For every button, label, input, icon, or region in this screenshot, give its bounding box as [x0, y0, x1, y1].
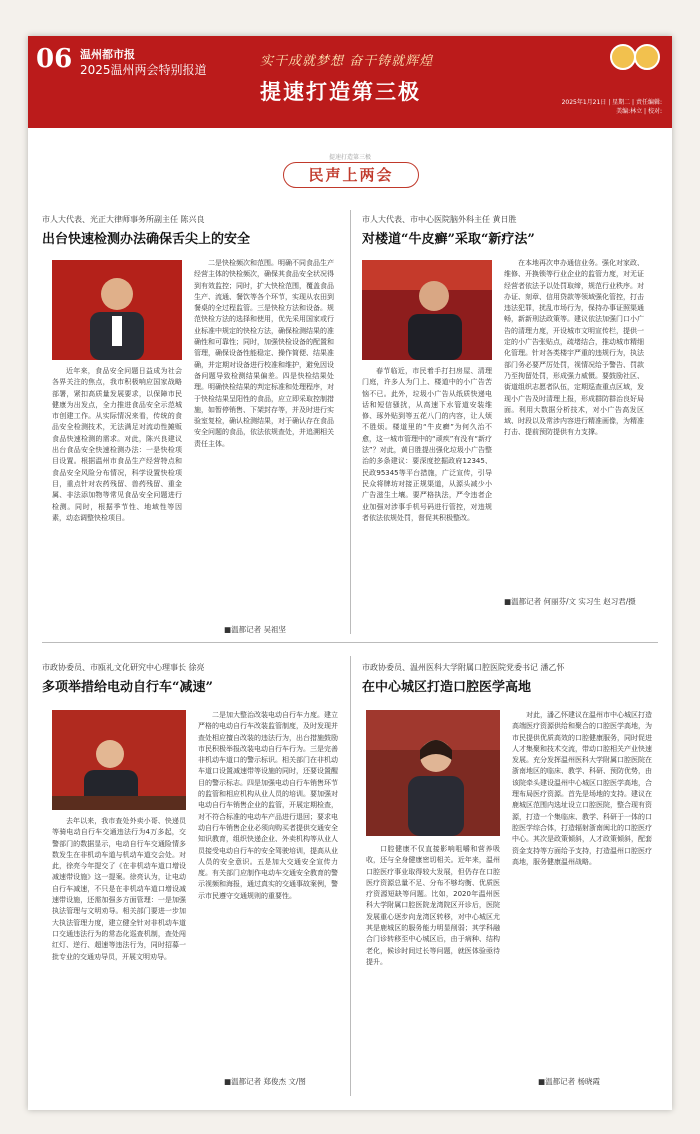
- article-photo: [366, 710, 500, 836]
- article-signature: ■温都记者 杨晓霞: [538, 1077, 600, 1086]
- article-column: 去年以来，我市查处外卖小哥、快递员等骑电动自行车交通违法行为4万多起，交警部门的数据显示，电动自行车交通险情多数发生在非机动车道与机动车道交会处。对此，徐亮今年提交了《在非机动车道口增设减速带设施》这一提案。徐亮认为，让电动自行车减速，不只是在非机动车道口增设减速带设施，还需加强多方面管理：一是加强执法管理与文明劝导。相关部门要进一步加大执法管理力度，建立健全针对非机动车道口交通违法行为的常态化巡查机制，查处闯红灯、逆行、超速等违法行为，同时招募一批专业的交通劝导员，开展文明劝导。: [52, 817, 186, 961]
- article-signature: ■温都记者 吴祖坚: [224, 625, 286, 634]
- paper-name: 温州都市报: [80, 48, 135, 61]
- special-report-label: 2025温州两会特别报道: [80, 63, 207, 77]
- article-column: 口腔健康不仅直接影响咀嚼和营养吸收，还与全身健康密切相关。近年来，温州口腔医疗事业取得较大发展，但仍存在口腔医疗资源总量不足、分布不够均衡、优质医疗资源短缺等问题。比如，2020年温州医科大学附属口腔医院龙湾院区开诊后，医院发展重心逐步向龙湾区转移，对中心城区尤其是鹿城区的服务能力明显削弱；其学科融合门诊转移至中心城区后，由于病种、结构老化，候诊时间过长等问题，就医体验亟待提升。: [366, 845, 500, 966]
- article-author: 市政协委员、温州医科大学附属口腔医院党委书记 潘乙怀: [362, 663, 565, 672]
- article-column: 对此，潘乙怀建议在温州市中心城区打造高端医疗资源供给和聚合的口腔医学高地，为市民提供优质高效的口腔健康服务，同时促进人才集聚和技术交流，带动口腔相关产业快速发展。充分发挥温州医科大学附属口腔医院在浙南地区的临床、教学、科研、预防优势，由该院牵头建设温州中心城区口腔医学高地，合理布局医疗资源。首先是场地的支持。建议在鹿城区范围内选址设立口腔医院，整合现有资源，打造一个集临床、教学、科研于一体的口腔医学综合体，打造辐射浙南闽北的口腔医疗中心。其次是政策倾斜，人才政策倾斜，配套资金支持等方面给予支持，打造温州口腔医疗高地，服务健康温州战略。: [512, 711, 652, 866]
- column-kicker: 提速打造第三极: [328, 154, 371, 161]
- article-title: 在中心城区打造口腔医学高地: [362, 680, 532, 695]
- article-author: 市人大代表、光正大律师事务所副主任 陈兴良: [42, 215, 205, 224]
- article-column: 在本地再次申办通信业务。强化对家政、维修、开换锁等行业企业的监管力度，对无证经营者依法予以处罚取缔，规范行业秩序。对办证、刻章、信用贷款等领域强化管控，打击违法犯罪，扰乱市场行为，保持办事证照渠通畅，新新刑法政策等。建议依法加强门口小广告的清理力度，开设城市文明宣传栏，提供一定的小广告张贴点，疏堵结合，推动城市精细化管理。针对各类楼宇严重的违规行为，执法部门务必要严厉处罚，视情况给予警告、罚款乃至拘留处罚，形成强力威慑。要鼓励社区、街道组织志愿者队伍，定期巡查重点区域，发现小广告及时清理上报，形成群防群治良好局面。利用大数据分析技术，对小广告高发区域、时段以及常涉内容进行精准画像，为精准打击、提前预防提供有力支撑。: [504, 259, 644, 437]
- article-title: 多项举措给电动自行车“减速”: [42, 680, 213, 695]
- article-column: 二是加大整治改装电动自行车力度。建立严格的电动自行车改装监管制度，及时发现并查处相应擅自改装的违法行为，出台措施鼓励市民积极举报改装电动自行车行为。三是完善非机动车道口的警示标识。相关部门在非机动车道口设置减速带等设施的同时，还要设置醒目的警示标志。四是加强电动自行车销售环节的监管和相应机构从业人员的培训。要加强对电动自行车销售企业的监管，开展定期检查，对不符合标准的电动车产品进行退回；要求电动自行车销售企业必须向购买者提供交通安全知识教育，组织快递企业、外卖机构等从业人员接受电动自行车的安全驾驶培训，提高从业人员的安全意识。五是加大交通安全宣传力度。有关部门应制作电动车交通安全教育的警示视频和海报，通过真实的交通事故案例，警示市民遵守交通规则的重要性。: [198, 711, 338, 900]
- article-author: 市政协委员、市瓯礼文化研究中心理事长 徐亮: [42, 663, 205, 672]
- column-tagline: 民声上两会: [283, 162, 419, 188]
- newspaper-page: [28, 36, 672, 1110]
- article-photo: [52, 260, 182, 360]
- column-divider: [350, 656, 351, 1096]
- section-divider: [42, 642, 658, 643]
- article-title: 出台快速检测办法确保舌尖上的安全: [42, 232, 251, 247]
- article-author: 市人大代表、市中心医院脑外科主任 黄日胜: [362, 215, 517, 224]
- slogan: 实干成就梦想 奋干铸就辉煌: [260, 54, 434, 69]
- date-line: 2025年1月21日 | 星期二 | 责任编辑: 美编:林立 | 校对:: [561, 99, 662, 115]
- page-banner: [28, 36, 672, 128]
- article-signature: ■温都记者 郑俊杰 文/图: [224, 1077, 306, 1086]
- article-column: 二是快检频次和范围。明确不同食品生产经营主体的快检频次，确保其食品安全状况得到有效监控；同时，扩大快检范围，覆盖食品生产、流通、餐饮等各个环节，实现从农田到餐桌的全过程监管。三是快检方法和设备。规范快检方法的选择和使用，优先采用国家或行业标准中规定的快检方法，确保检测结果的准确性和可靠性；同时，加强快检设备的配置和管理，确保设备性能稳定、操作简便、结果准确，并定期对设备进行校准和维护，避免因设备问题导致检测结果偏差。四是快检结果处理。明确快检结果的判定标准和处理程序，对于快检结果呈阳性的食品，应立即采取控制措施，如暂停销售、下架封存等，并及时进行实验室复检，确认检测结果，对于确认存在食品安全问题的食品，依法依规查处，并追溯相关责任主体。: [194, 259, 334, 448]
- banner-heading: 提速打造第三极: [260, 80, 421, 104]
- page-number: 06: [36, 44, 73, 74]
- congress-emblem-icon: [610, 44, 658, 88]
- article-column: 近年来，食品安全问题日益成为社会各界关注的焦点，我市积极响应国家战略部署，紧扣高质量发展要求，以保障市民健康为出发点，全力推进食品安全示范城市创建工作。从实际情况来看，传统的食品安全检测技术，无法满足对流动性摊贩食品快速检测的需求。对此，陈兴良建议出台食品安全快速检测办法：一是快检项目设置。根据温州市食品生产经营特点和食品安全风险分布情况，科学设置快检项目，重点针对农药残留、兽药残留、重金属、非法添加物等常见食品安全问题进行检测。同时，根据季节性、地域性等因素，动态调整快检项目。: [52, 367, 182, 522]
- article-signature: ■温都记者 何丽芬/文 实习生 赵习君/摄: [504, 597, 636, 606]
- column-divider: [350, 210, 351, 634]
- article-photo: [52, 710, 186, 810]
- article-column: 春节临近，市民着手打扫房屋、清理门庭，许多人为门上、楼道中的小广告苦恼不已。此外，垃圾小广告从纸质快递电话和短信骚扰，从高速下水管道安装维修、琢外贴到等五花八门的内容，让人烦不胜烦。楼道里的“牛皮癣”为何久治不愈，这一城市管理中的“顽疾”有没有“新疗法”？对此，黄日胜提出强化垃圾小广告整治的多条建议：要深度挖掘政府12345、民政95345等平台措施，广泛宣传，引导民众将牌坊对接正规渠道，从源头减少小广告滋生土壤。要严格执法，严令违者企业加强对涉事手机号码进行管控，对违规者依法依规处罚，督促其积极整改。: [362, 367, 492, 522]
- article-title: 对楼道“牛皮癣”采取“新疗法”: [362, 232, 535, 247]
- article-photo: [362, 260, 492, 360]
